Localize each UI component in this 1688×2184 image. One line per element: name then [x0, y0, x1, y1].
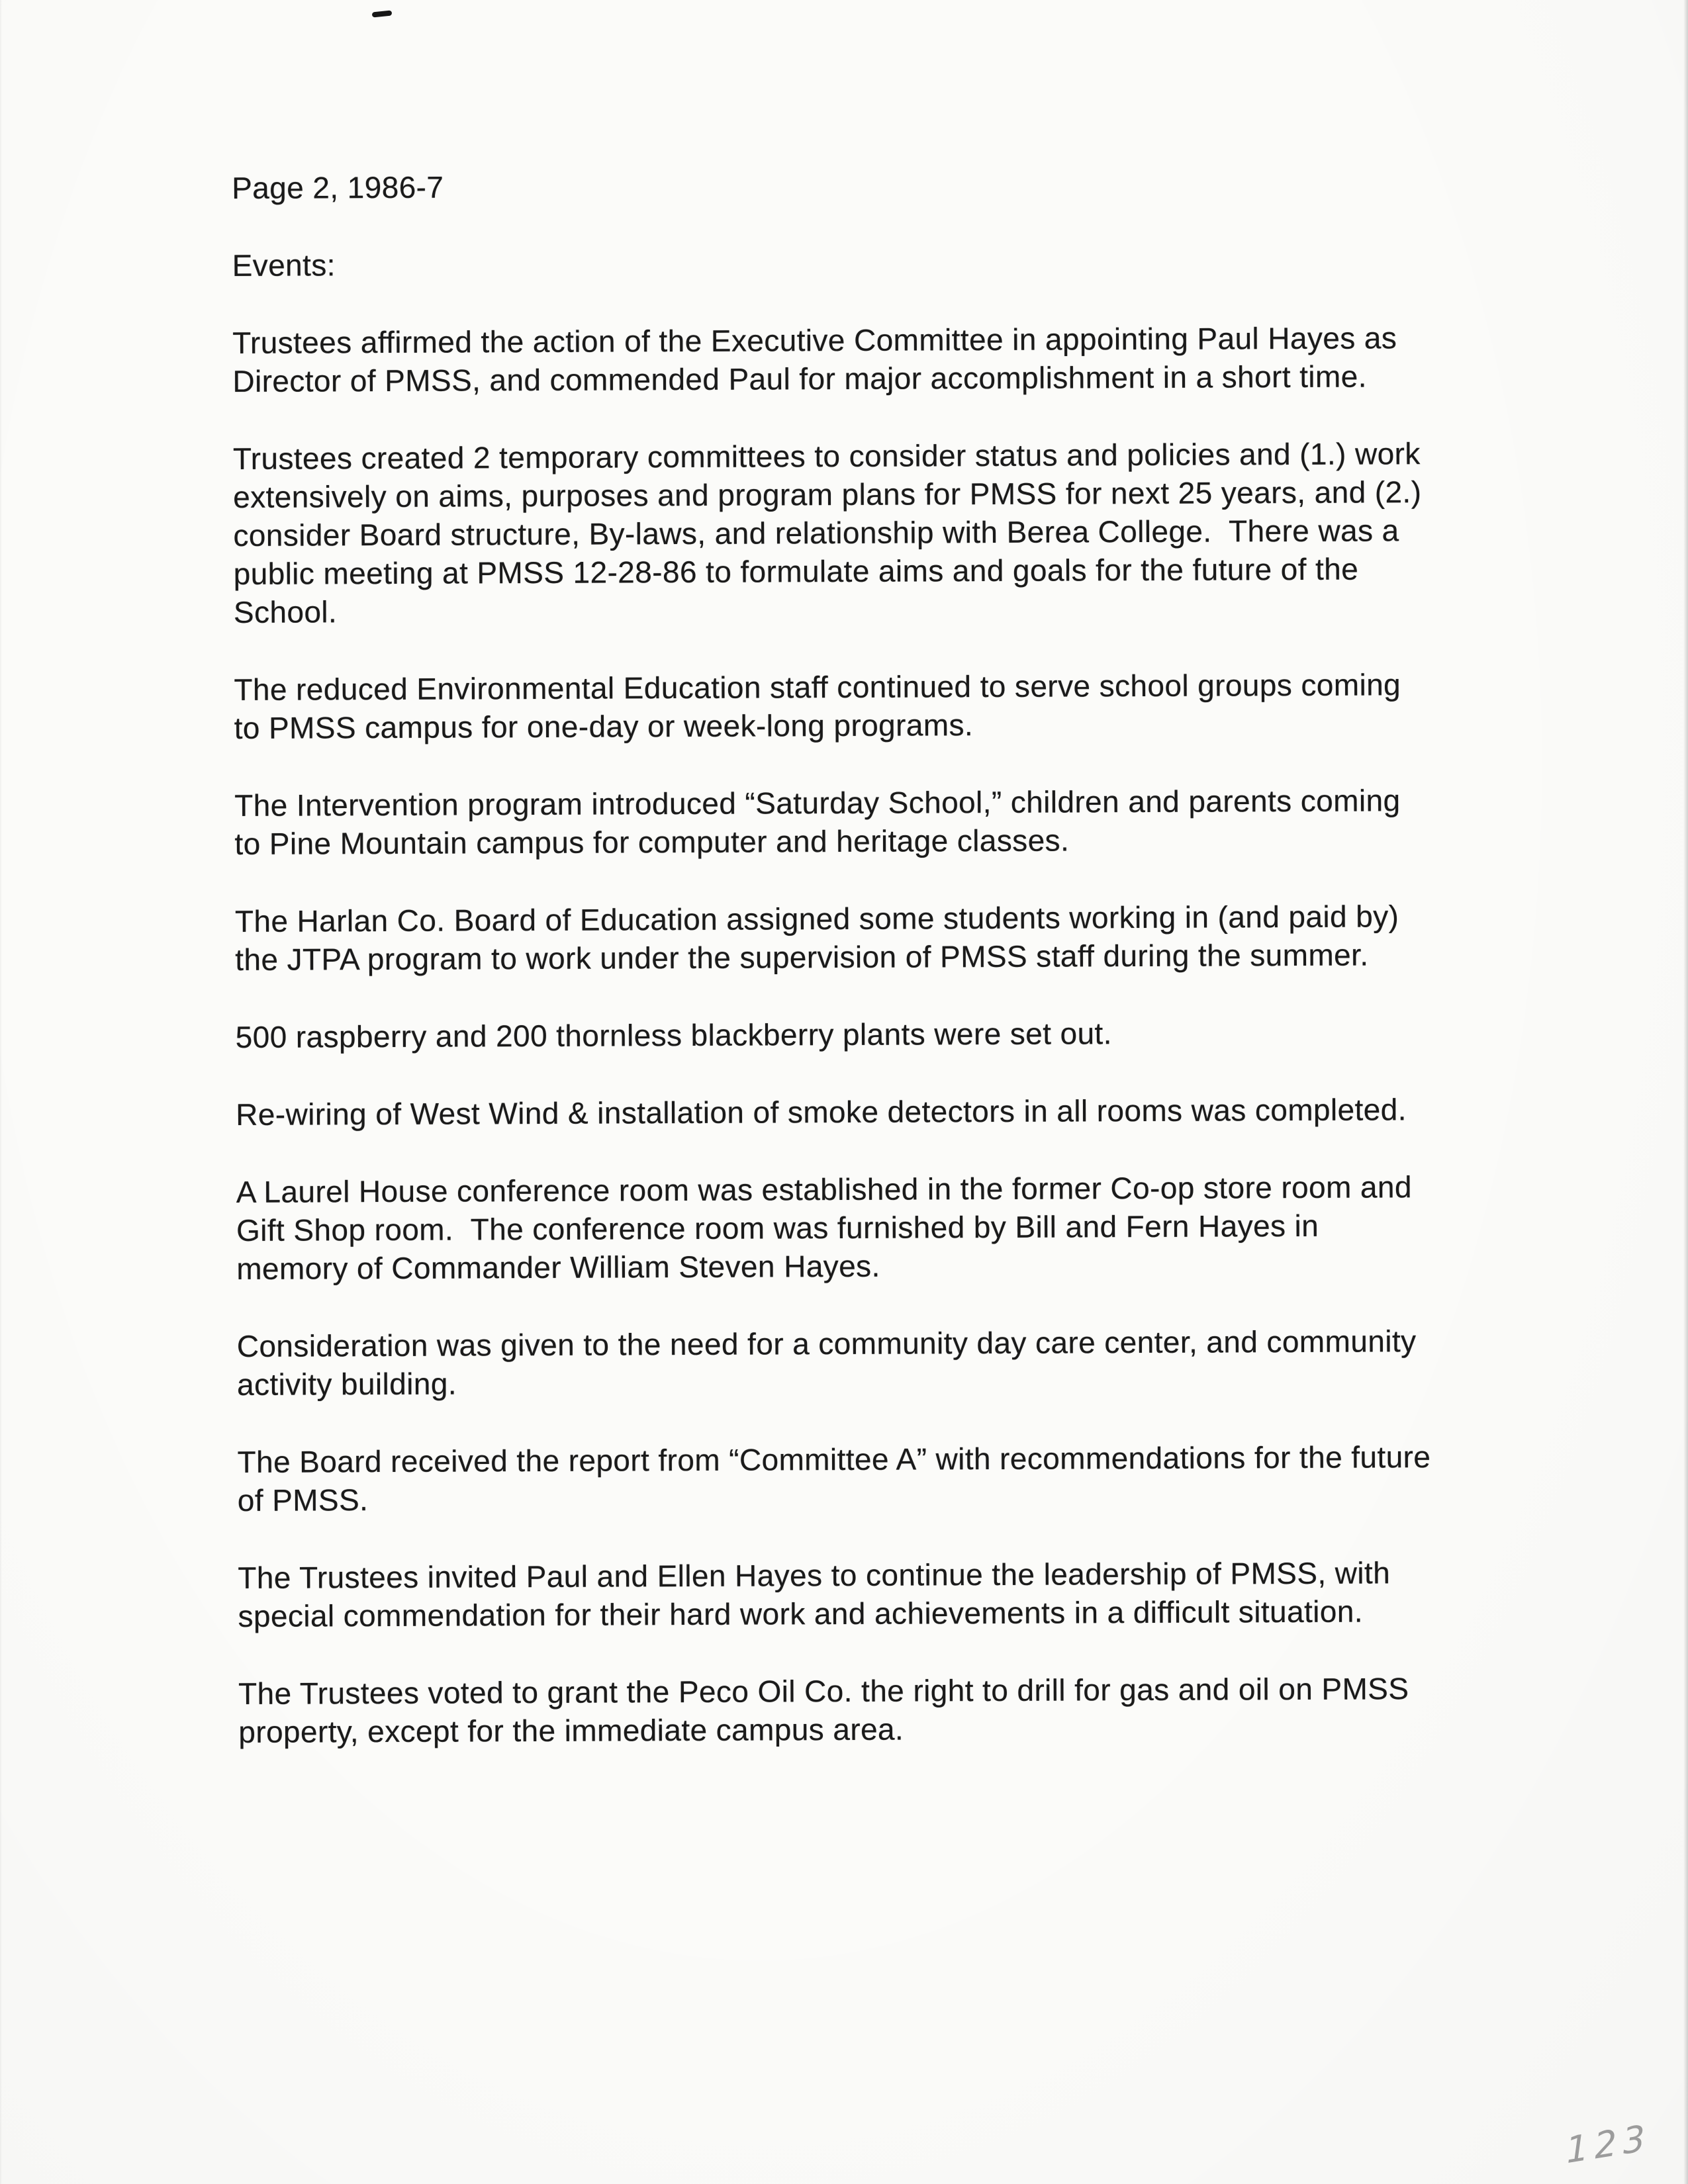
paragraph [238, 1553, 1555, 1635]
paragraph-line: Re-wiring of West Wind & installation of smoke detectors in all rooms was completed. [236, 1092, 1407, 1132]
paragraph [233, 433, 1551, 631]
paragraph [234, 664, 1551, 747]
paragraph-line: Trustees affirmed the action of the Executive Committee in appointing Paul Hayes as [232, 320, 1397, 360]
paragraph-line: extensively on aims, purposes and program plans for PMSS for next 25 years, and (2.) [233, 475, 1422, 514]
paragraph [232, 318, 1550, 400]
paragraph-line: memory of Commander William Steven Hayes. [236, 1248, 880, 1286]
scanner-edge-shadow-left [0, 0, 2, 2184]
paragraph [235, 896, 1552, 979]
paragraph-line: The Trustees invited Paul and Ellen Hayes to continue the leadership of PMSS, with [238, 1555, 1391, 1595]
document-content [232, 163, 1556, 1790]
paragraph-line: Trustees created 2 temporary committees to consider status and policies and (1.) work [232, 436, 1421, 476]
paragraph-line: School. [233, 594, 338, 629]
paragraph [237, 1321, 1554, 1404]
paragraph [234, 780, 1552, 863]
paragraph-line: The Intervention program introduced “Saturday School,” children and parents coming [234, 783, 1401, 823]
scanner-edge-shadow-right [1683, 0, 1688, 2184]
paragraph [236, 1012, 1553, 1056]
paragraph-line: property, except for the immediate campus area. [238, 1711, 904, 1749]
paragraph-line: public meeting at PMSS 12-28-86 to formulate aims and goals for the future of the [233, 551, 1359, 591]
paragraph-line: the JTPA program to work under the supervision of PMSS staff during the summer. [235, 937, 1369, 977]
paragraph [238, 1668, 1556, 1751]
paragraph-line: Director of PMSS, and commended Paul for major accomplishment in a short time. [232, 359, 1367, 398]
paragraph-line: The Harlan Co. Board of Education assigned some students working in (and paid by) [234, 899, 1399, 938]
paragraph-line: A Laurel House conference room was established in the former Co-op store room and [236, 1169, 1413, 1209]
paragraph-line: of PMSS. [237, 1482, 369, 1518]
paragraph-line: Gift Shop room. The conference room was furnished by Bill and Fern Hayes in [236, 1208, 1319, 1248]
paragraph [237, 1437, 1554, 1520]
paragraph [236, 1167, 1554, 1288]
handwritten-page-number: 123 [1565, 2116, 1652, 2172]
paragraph-line: The Trustees voted to grant the Peco Oil Co. the right to drill for gas and oil on PMSS [238, 1671, 1409, 1711]
paragraph [236, 1089, 1553, 1134]
paragraph-line: The reduced Environmental Education staff continued to serve school groups coming [234, 667, 1401, 707]
paragraph-line: activity building. [236, 1366, 457, 1402]
paragraph-line: 500 raspberry and 200 thornless blackberry plants were set out. [235, 1016, 1112, 1054]
scan-artifact-dash [372, 10, 393, 17]
page-header: Page 2, 1986-7 [232, 169, 444, 205]
paragraph-line: to PMSS campus for one-day or week-long programs. [234, 707, 974, 745]
section-label: Events: [232, 248, 336, 283]
paragraph-line: Consideration was given to the need for a community day care center, and community [236, 1324, 1417, 1363]
paragraph-line: special commendation for their hard work and achievements in a difficult situation. [238, 1594, 1364, 1633]
paragraph-line: consider Board structure, By-laws, and relationship with Berea College. There was a [233, 513, 1399, 553]
paragraph-line: The Board received the report from “Committee A” with recommendations for the future [237, 1439, 1431, 1479]
paragraph-line: to Pine Mountain campus for computer and heritage classes. [234, 823, 1070, 861]
paragraphs-container [232, 318, 1556, 1751]
